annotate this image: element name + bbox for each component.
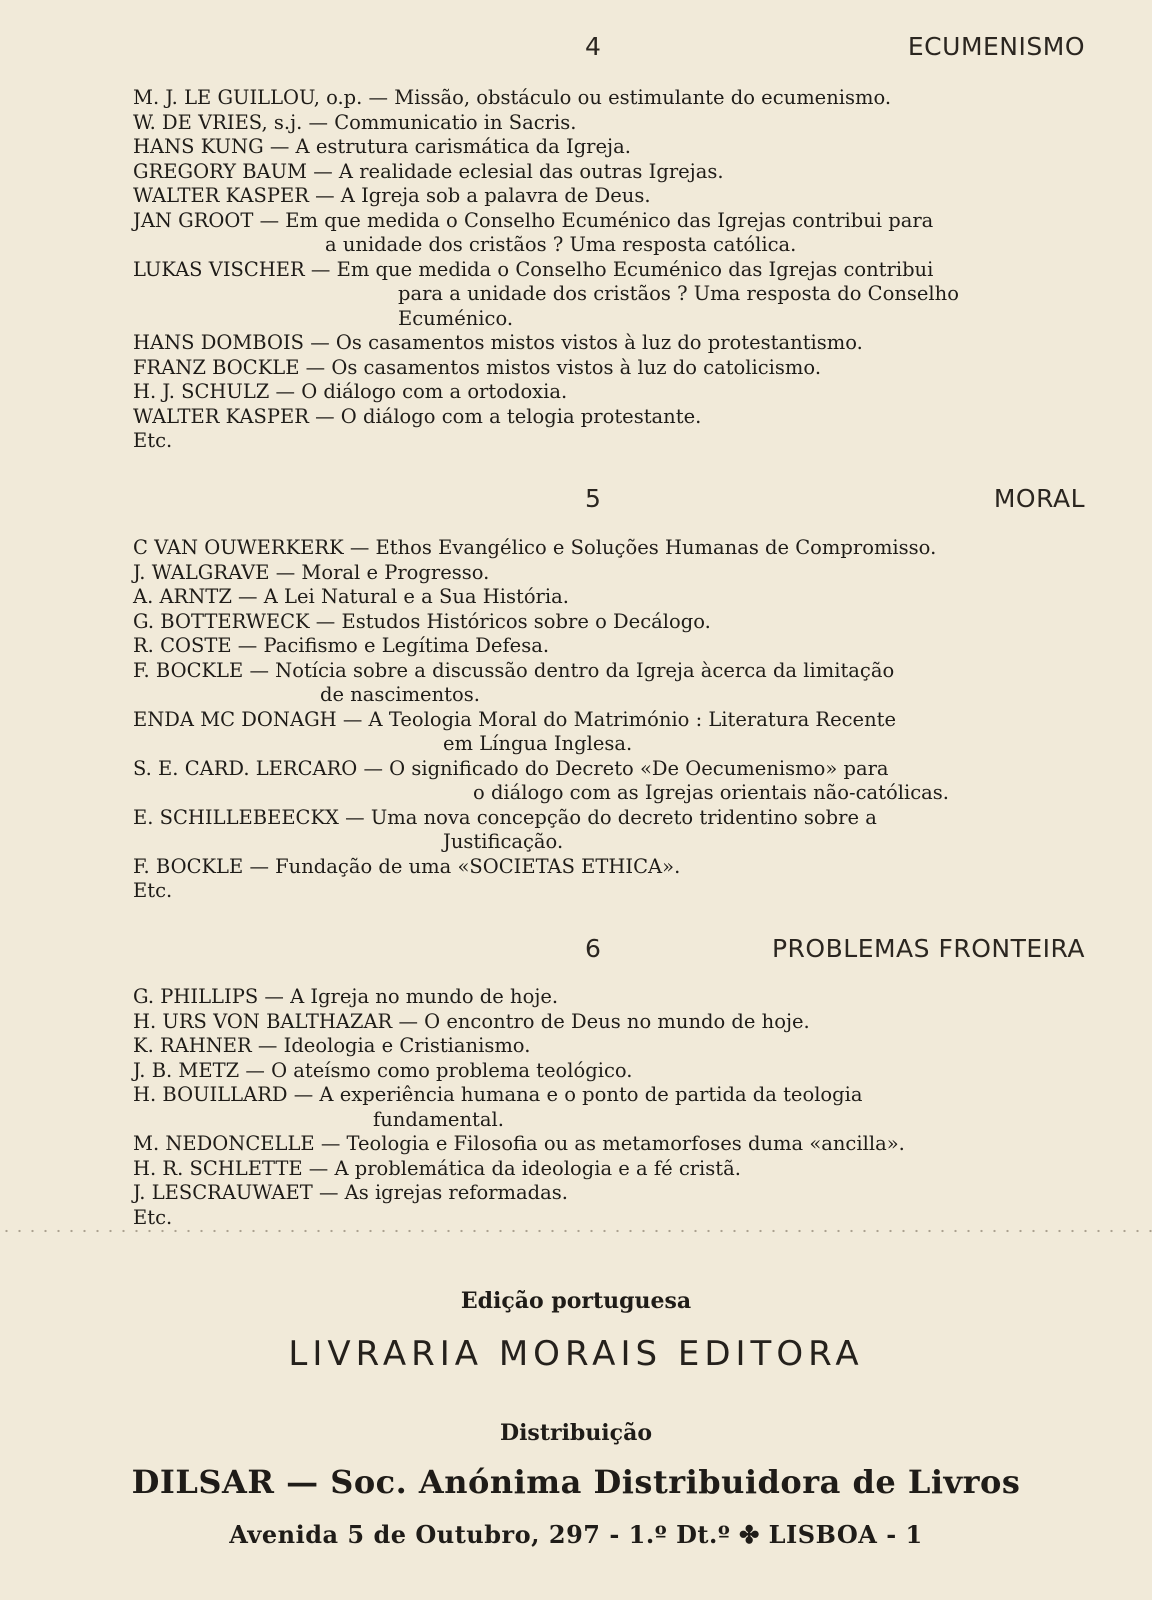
bibliography-entry (133, 135, 1088, 160)
entry-continuation: em Língua Inglesa. (443, 732, 633, 755)
entry-text: H. URS VON BALTHAZAR — O encontro de Deus no mundo de hoje. (133, 1009, 810, 1033)
section-entries-moral (133, 536, 1088, 904)
entry-text: G. PHILLIPS — A Igreja no mundo de hoje. (133, 985, 559, 1008)
bibliography-entry (133, 1083, 1088, 1132)
bibliography-entry (133, 111, 1088, 136)
etc-note: Etc. (133, 429, 173, 452)
section-number: 5 (585, 484, 602, 513)
entry-text: WALTER KASPER — O diálogo com a telogia protestante. (133, 404, 702, 428)
bibliography-entry (133, 757, 1088, 806)
entry-text: J. WALGRAVE — Moral e Progresso. (133, 560, 490, 584)
bibliography-entry (133, 209, 1088, 258)
etc-note: Etc. (133, 1205, 173, 1229)
entry-text: G. BOTTERWECK — Estudos Históricos sobre o Decálogo. (133, 609, 711, 633)
edition-label: Edição portuguesa (460, 1288, 692, 1314)
bibliography-entry (133, 380, 1088, 405)
entry-continuation: o diálogo com as Igrejas orientais não-católicas. (473, 781, 949, 804)
entry-text: F. BOCKLE — Fundação de uma «SOCIETAS ETHICA». (133, 854, 681, 878)
bibliography-entry (133, 536, 1088, 561)
entry-text: HANS KUNG — A estrutura carismática da Igreja. (133, 135, 631, 158)
bibliography-entry (133, 331, 1088, 356)
section-header-problemas-fronteira (585, 934, 1085, 974)
entry-text: S. E. CARD. LERCARO — O significado do Decreto «De Oecumenismo» para (133, 756, 889, 780)
bibliography-entry (133, 1059, 1088, 1084)
entry-text: JAN GROOT — Em que medida o Conselho Ecuménico das Igrejas contribui para (133, 208, 934, 232)
entry-text: K. RAHNER — Ideologia e Cristianismo. (133, 1034, 531, 1057)
entry-text: M. J. LE GUILLOU, o.p. — Missão, obstáculo ou estimulante do ecumenismo. (133, 86, 892, 109)
entry-text: J. LESCRAUWAET — As igrejas reformadas. (133, 1181, 568, 1204)
entry-text: R. COSTE — Pacifismo e Legítima Defesa. (133, 634, 550, 657)
bibliography-entry (133, 356, 1088, 381)
etc-note: Etc. (133, 879, 173, 902)
section-title: PROBLEMAS FRONTEIRA (771, 934, 1085, 963)
bibliography-entry (133, 258, 1088, 332)
bibliography-entry (133, 806, 1088, 855)
entry-continuation: para a unidade dos cristãos ? Uma resposta do Conselho (398, 282, 959, 305)
bibliography-entry (133, 1034, 1088, 1059)
section-number: 6 (585, 934, 602, 963)
bibliography-entry (133, 184, 1088, 209)
entry-text: HANS DOMBOIS — Os casamentos mistos vistos à luz do protestantismo. (133, 331, 863, 354)
section-title: MORAL (993, 484, 1085, 513)
bibliography-entry (133, 634, 1088, 659)
entry-text: FRANZ BOCKLE — Os casamentos mistos vistos à luz do catolicismo. (133, 355, 822, 379)
entry-continuation: Ecuménico. (398, 306, 514, 330)
section-number: 4 (585, 32, 602, 61)
entry-continuation: a unidade dos cristãos ? Uma resposta católica. (325, 233, 797, 256)
entry-text: H. BOUILLARD — A experiência humana e o ponto de partida da teologia (133, 1083, 863, 1106)
entry-text: A. ARNTZ — A Lei Natural e a Sua História. (133, 585, 569, 608)
distributor-name: DILSAR — Soc. Anónima Distribuidora de Livros (131, 1463, 1021, 1501)
bibliography-entry (133, 86, 1088, 111)
entry-text: J. B. METZ — O ateísmo como problema teológico. (133, 1058, 633, 1082)
entry-text: H. J. SCHULZ — O diálogo com a ortodoxia. (133, 380, 568, 403)
bibliography-entry (133, 585, 1088, 610)
entry-text: GREGORY BAUM — A realidade eclesial das outras Igrejas. (133, 159, 724, 183)
bibliography-entry (133, 561, 1088, 586)
bibliography-entry (133, 1010, 1088, 1035)
bibliography-entry (133, 1181, 1088, 1206)
bibliography-entry (133, 708, 1088, 757)
entry-text: WALTER KASPER — A Igreja sob a palavra de Deus. (133, 184, 651, 207)
section-header-ecumenismo (585, 32, 1085, 72)
bibliography-entry (133, 1157, 1088, 1182)
distributor-address: Avenida 5 de Outubro, 297 - 1.º Dt.º ✤ LISBOA - 1 (229, 1520, 923, 1549)
entry-text: C VAN OUWERKERK — Ethos Evangélico e Soluções Humanas de Compromisso. (133, 536, 937, 559)
section-entries-problemas-fronteira (133, 985, 1088, 1230)
entry-continuation: Justificação. (443, 830, 564, 853)
entry-text: W. DE VRIES, s.j. — Communicatio in Sacris. (133, 110, 577, 134)
entry-continuation: fundamental. (373, 1107, 504, 1131)
bibliography-entry (133, 985, 1088, 1010)
entry-continuation: de nascimentos. (320, 683, 480, 706)
entry-text: E. SCHILLEBEECKX — Uma nova concepção do decreto tridentino sobre a (133, 805, 877, 829)
entry-text: H. R. SCHLETTE — A problemática da ideologia e a fé cristã. (133, 1156, 741, 1180)
bibliography-entry (133, 610, 1088, 635)
bibliography-entry (133, 1132, 1088, 1157)
bibliography-entry (133, 659, 1088, 708)
entry-text: LUKAS VISCHER — Em que medida o Conselho Ecuménico das Igrejas contribui (133, 257, 934, 281)
distribution-label: Distribuição (500, 1420, 652, 1446)
section-title: ECUMENISMO (907, 32, 1085, 61)
section-entries-ecumenismo (133, 86, 1088, 454)
entry-text: F. BOCKLE — Notícia sobre a discussão dentro da Igreja àcerca da limitação (133, 658, 895, 682)
bibliography-entry (133, 405, 1088, 430)
entry-text: ENDA MC DONAGH — A Teologia Moral do Matrimónio : Literatura Recente (133, 707, 897, 731)
publisher-name: LIVRARIA MORAIS EDITORA (288, 1334, 864, 1374)
bibliography-entry (133, 855, 1088, 880)
section-header-moral (585, 484, 1085, 524)
dotted-divider (0, 1228, 1152, 1234)
entry-text: M. NEDONCELLE — Teologia e Filosofia ou as metamorfoses duma «ancilla». (133, 1132, 905, 1155)
bibliography-entry (133, 160, 1088, 185)
